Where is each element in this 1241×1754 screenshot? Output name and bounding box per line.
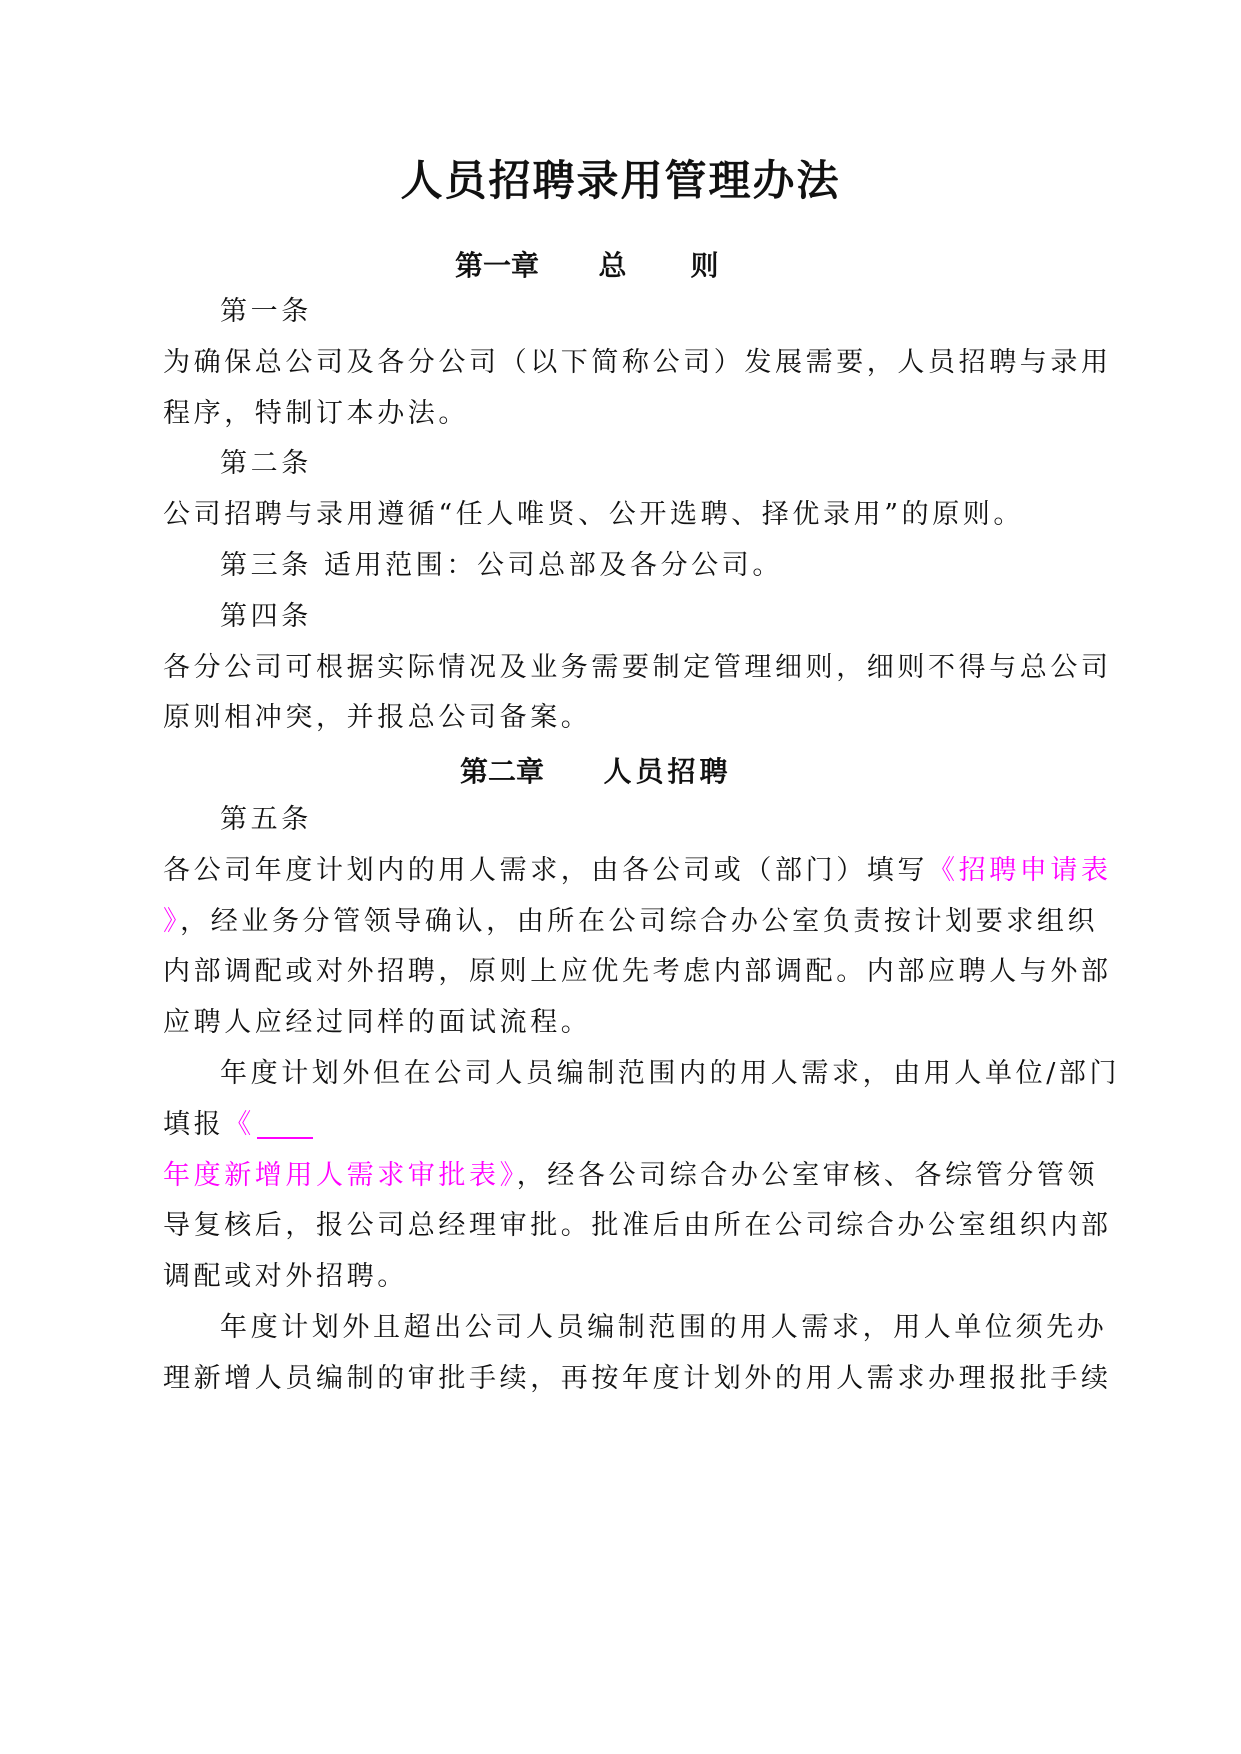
article-5-p2-line-2 — [163, 1105, 313, 1145]
article-5-p1-line-3: 内部调配或对外招聘，原则上应优先考虑内部调配。内部应聘人与外部 — [163, 956, 1112, 987]
article-5-p2-text: ，经各公司综合办公室审核、各综管分管领 — [516, 1160, 1099, 1191]
article-5-p1-line-4: 应聘人应经过同样的面试流程。 — [163, 1007, 592, 1038]
article-5-p1-line-2 — [163, 902, 1098, 942]
article-5-label: 第五条 — [220, 804, 312, 835]
article-1-text-line-1: 为确保总公司及各分公司（以下简称公司）发展需要，人员招聘与录用 — [163, 347, 1112, 378]
article-5-p3-line-2: 理新增人员编制的审批手续，再按年度计划外的用人需求办理报批手续 — [163, 1363, 1112, 1394]
chapter-2-heading — [460, 750, 732, 790]
chapter-1-name: 总 则 — [598, 249, 737, 282]
article-1-text-line-2: 程序，特制订本办法。 — [163, 398, 469, 429]
article-4-text-line-1: 各分公司可根据实际情况及业务需要制定管理细则，细则不得与总公司 — [163, 652, 1112, 683]
article-5-p2-line-3 — [163, 1156, 1098, 1196]
article-5-p1-text: ，经业务分管领导确认，由所在公司综合办公室负责按计划要求组织 — [180, 906, 1099, 937]
chapter-1-number: 第一章 — [455, 249, 540, 282]
article-3-text: 第三条 适用范围：公司总部及各分公司。 — [220, 550, 783, 581]
chapter-1-heading — [455, 244, 737, 284]
article-2-text-line-1: 公司招聘与录用遵循“任人唯贤、公开选聘、择优录用”的原则。 — [163, 499, 1025, 530]
headcount-approval-form-link-text[interactable]: 年度新增用人需求审批表》 — [163, 1160, 517, 1191]
article-5-p1-line-1 — [163, 851, 1112, 891]
year-blank-underline — [257, 1113, 313, 1139]
article-5-p2-line-5: 调配或对外招聘。 — [163, 1261, 408, 1292]
recruitment-application-form-link-end[interactable]: 》 — [163, 906, 181, 937]
article-5-p2-line-1: 年度计划外但在公司人员编制范围内的用人需求，由用人单位/部门 — [220, 1058, 1121, 1089]
chapter-2-name: 人员招聘 — [603, 755, 732, 788]
document-title: 人员招聘录用管理办法 — [400, 156, 841, 205]
article-5-p3-line-1: 年度计划外且超出公司人员编制范围的用人需求，用人单位须先办 — [220, 1312, 1108, 1343]
article-5-p1-text: 各公司年度计划内的用人需求，由各公司或（部门）填写 — [163, 855, 928, 886]
article-4-label: 第四条 — [220, 601, 312, 632]
article-2-label: 第二条 — [220, 448, 312, 479]
recruitment-application-form-link[interactable]: 《招聘申请表 — [928, 855, 1112, 886]
article-5-p2-line-4: 导复核后，报公司总经理审批。批准后由所在公司综合办公室组织内部 — [163, 1210, 1112, 1241]
chapter-2-number: 第二章 — [460, 755, 545, 788]
headcount-approval-form-link[interactable]: 《 — [224, 1109, 255, 1140]
article-4-text-line-2: 原则相冲突，并报总公司备案。 — [163, 702, 592, 733]
article-1-label: 第一条 — [220, 296, 312, 327]
article-5-p2-text: 填报 — [163, 1109, 225, 1140]
